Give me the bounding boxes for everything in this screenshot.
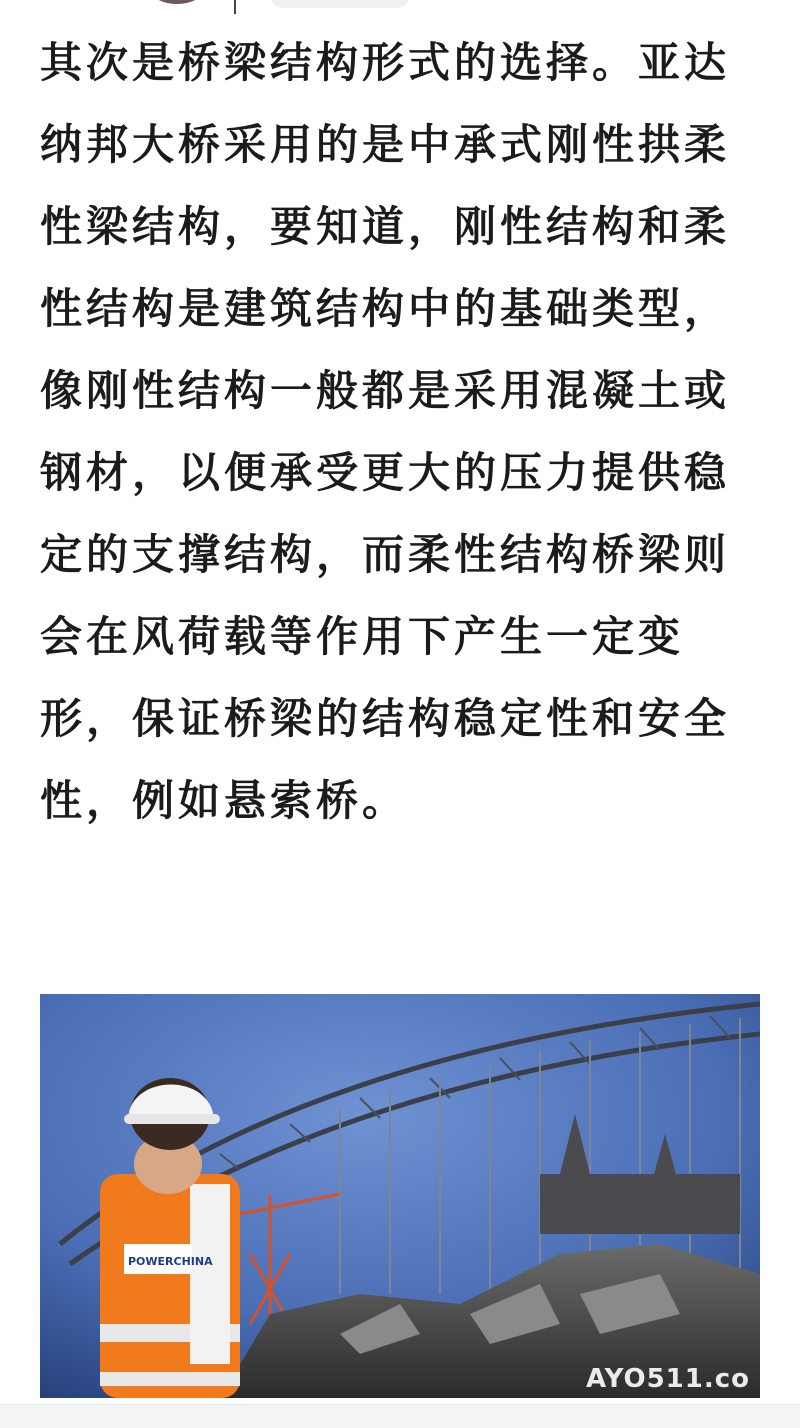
- shirt-sleeve: [190, 1184, 230, 1364]
- watermark: AYO511.co: [585, 1364, 750, 1394]
- top-partial-header: [0, 0, 800, 16]
- bridge-photo-illustration: [40, 994, 760, 1398]
- article-image[interactable]: [40, 994, 760, 1398]
- follow-button[interactable]: [270, 0, 410, 8]
- article-paragraph: 其次是桥梁结构形式的选择。亚达纳邦大桥采用的是中承式刚性拱柔性梁结构，要知道，刚性结构和柔性结构是建筑结构中的基础类型，像刚性结构一般都是采用混凝土或钢材，以便承受更大的压力提供稳定的支撑结构，而柔性结构桥梁则会在风荷载等作用下产生一定变形，保证桥梁的结构稳定性和安全性，例如悬索桥。: [40, 38, 731, 825]
- text-caret: [234, 0, 236, 14]
- vest-text: POWERCHINA: [128, 1255, 213, 1268]
- bottom-bar: [0, 1404, 800, 1428]
- avatar[interactable]: [150, 0, 204, 4]
